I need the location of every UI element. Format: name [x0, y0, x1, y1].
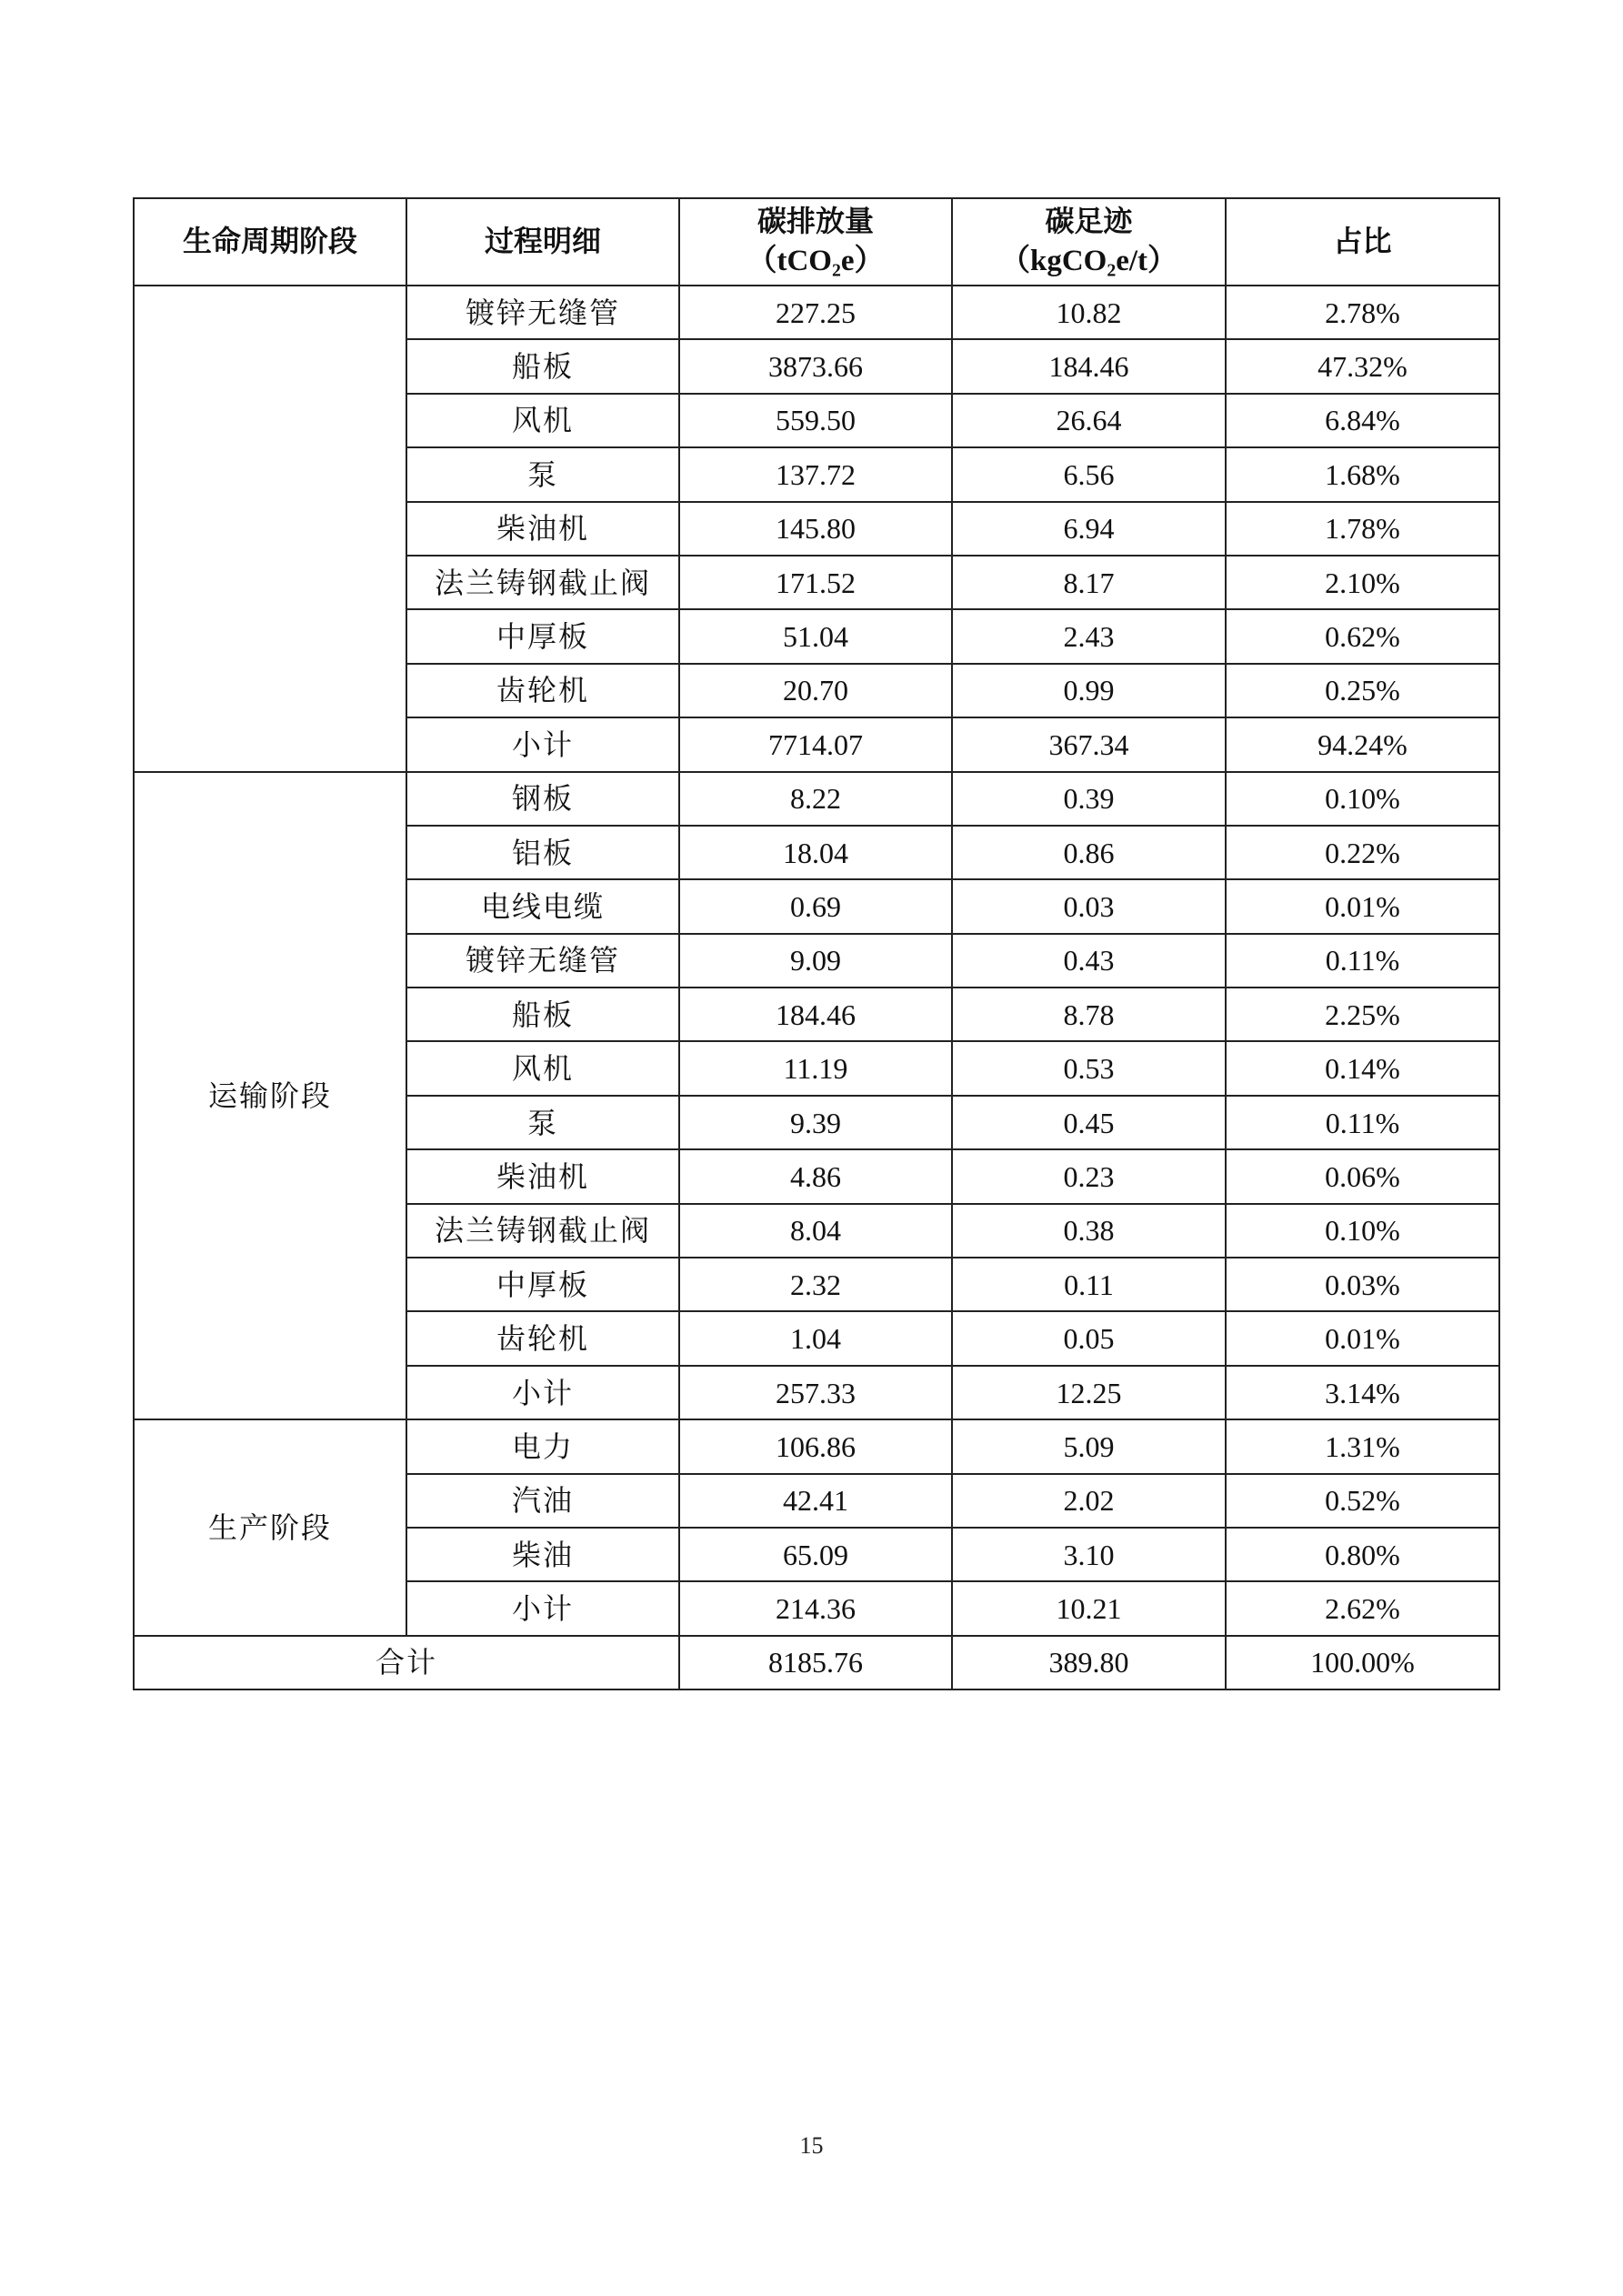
- footprint-cell: 0.45: [952, 1096, 1226, 1149]
- footprint-cell: 0.99: [952, 664, 1226, 717]
- process-cell: 镀锌无缝管: [406, 934, 679, 988]
- share-cell: 0.10%: [1226, 1204, 1499, 1258]
- process-cell: 齿轮机: [406, 664, 679, 717]
- footprint-cell: 0.39: [952, 772, 1226, 826]
- process-cell: 电线电缆: [406, 879, 679, 933]
- footprint-cell: 2.43: [952, 609, 1226, 663]
- total-label: 合计: [134, 1636, 679, 1689]
- header-process: 过程明细: [406, 198, 679, 286]
- table-footer: [134, 1636, 1499, 1689]
- emissions-cell: 1.04: [679, 1311, 952, 1365]
- share-cell: 1.68%: [1226, 447, 1499, 501]
- share-cell: 2.25%: [1226, 988, 1499, 1041]
- emissions-cell: 257.33: [679, 1366, 952, 1419]
- header-row: [134, 198, 1499, 286]
- footprint-cell: 0.53: [952, 1041, 1226, 1095]
- emissions-cell: 18.04: [679, 826, 952, 879]
- total-footprint: 389.80: [952, 1636, 1226, 1689]
- process-cell: 汽油: [406, 1474, 679, 1528]
- process-cell: 柴油机: [406, 1149, 679, 1203]
- header-footprint-label: 碳足迹: [1045, 204, 1133, 239]
- emissions-cell: 559.50: [679, 394, 952, 447]
- share-cell: 0.80%: [1226, 1528, 1499, 1581]
- share-cell: 1.78%: [1226, 502, 1499, 556]
- total-row: [134, 1636, 1499, 1689]
- table-row: [134, 286, 1499, 339]
- share-cell: 6.84%: [1226, 394, 1499, 447]
- header-emissions-label: 碳排放量: [756, 204, 874, 239]
- emissions-cell: 8.22: [679, 772, 952, 826]
- emissions-cell: 51.04: [679, 609, 952, 663]
- process-cell: 中厚板: [406, 609, 679, 663]
- footprint-cell: 0.23: [952, 1149, 1226, 1203]
- process-cell: 泵: [406, 1096, 679, 1149]
- share-cell: 0.11%: [1226, 1096, 1499, 1149]
- footprint-cell: 8.78: [952, 988, 1226, 1041]
- process-cell: 柴油: [406, 1528, 679, 1581]
- share-cell: 0.11%: [1226, 934, 1499, 988]
- header-emissions: [679, 198, 952, 286]
- process-cell: 船板: [406, 988, 679, 1041]
- process-cell: 钢板: [406, 772, 679, 826]
- footprint-cell: 8.17: [952, 556, 1226, 609]
- stage-cell: 生产阶段: [134, 1419, 406, 1636]
- footprint-cell: 10.21: [952, 1581, 1226, 1635]
- emissions-cell: 8.04: [679, 1204, 952, 1258]
- share-cell: 0.01%: [1226, 1311, 1499, 1365]
- emissions-cell: 9.09: [679, 934, 952, 988]
- stage-cell: 运输阶段: [134, 772, 406, 1420]
- process-cell: 中厚板: [406, 1258, 679, 1311]
- footprint-cell: 12.25: [952, 1366, 1226, 1419]
- footprint-cell: 367.34: [952, 717, 1226, 771]
- process-cell: 泵: [406, 447, 679, 501]
- header-stage: 生命周期阶段: [134, 198, 406, 286]
- share-cell: 0.62%: [1226, 609, 1499, 663]
- emissions-cell: 2.32: [679, 1258, 952, 1311]
- footprint-cell: 5.09: [952, 1419, 1226, 1473]
- share-cell: 0.52%: [1226, 1474, 1499, 1528]
- header-footprint-unit: （kgCO₂e/t）: [999, 245, 1178, 278]
- share-cell: 0.06%: [1226, 1149, 1499, 1203]
- process-cell: 电力: [406, 1419, 679, 1473]
- footprint-cell: 0.86: [952, 826, 1226, 879]
- emissions-cell: 3873.66: [679, 339, 952, 393]
- header-emissions-unit: （tCO₂e）: [746, 245, 885, 278]
- total-emissions: 8185.76: [679, 1636, 952, 1689]
- table-body: [134, 286, 1499, 1636]
- process-cell: 齿轮机: [406, 1311, 679, 1365]
- share-cell: 2.10%: [1226, 556, 1499, 609]
- footprint-cell: 0.03: [952, 879, 1226, 933]
- process-cell: 法兰铸钢截止阀: [406, 1204, 679, 1258]
- footprint-cell: 0.11: [952, 1258, 1226, 1311]
- footprint-cell: 2.02: [952, 1474, 1226, 1528]
- process-cell: 柴油机: [406, 502, 679, 556]
- page-number: 15: [799, 2132, 824, 2159]
- emissions-cell: 7714.07: [679, 717, 952, 771]
- emissions-cell: 106.86: [679, 1419, 952, 1473]
- header-share: 占比: [1226, 198, 1499, 286]
- emissions-cell: 4.86: [679, 1149, 952, 1203]
- process-cell: 小计: [406, 717, 679, 771]
- footprint-cell: 26.64: [952, 394, 1226, 447]
- process-cell: 船板: [406, 339, 679, 393]
- footprint-cell: 0.38: [952, 1204, 1226, 1258]
- footprint-cell: 3.10: [952, 1528, 1226, 1581]
- share-cell: 3.14%: [1226, 1366, 1499, 1419]
- share-cell: 47.32%: [1226, 339, 1499, 393]
- footprint-cell: 184.46: [952, 339, 1226, 393]
- emissions-cell: 11.19: [679, 1041, 952, 1095]
- share-cell: 0.01%: [1226, 879, 1499, 933]
- footprint-cell: 6.56: [952, 447, 1226, 501]
- share-cell: 1.31%: [1226, 1419, 1499, 1473]
- process-cell: 小计: [406, 1581, 679, 1635]
- share-cell: 0.25%: [1226, 664, 1499, 717]
- share-cell: 0.14%: [1226, 1041, 1499, 1095]
- emissions-cell: 42.41: [679, 1474, 952, 1528]
- process-cell: 镀锌无缝管: [406, 286, 679, 339]
- table-header: [134, 198, 1499, 286]
- footprint-cell: 0.05: [952, 1311, 1226, 1365]
- emissions-cell: 137.72: [679, 447, 952, 501]
- share-cell: 0.22%: [1226, 826, 1499, 879]
- emissions-cell: 214.36: [679, 1581, 952, 1635]
- process-cell: 法兰铸钢截止阀: [406, 556, 679, 609]
- total-share: 100.00%: [1226, 1636, 1499, 1689]
- emissions-cell: 9.39: [679, 1096, 952, 1149]
- share-cell: 2.62%: [1226, 1581, 1499, 1635]
- share-cell: 0.10%: [1226, 772, 1499, 826]
- emissions-cell: 184.46: [679, 988, 952, 1041]
- table-row: [134, 772, 1499, 826]
- share-cell: 2.78%: [1226, 286, 1499, 339]
- emissions-cell: 0.69: [679, 879, 952, 933]
- carbon-footprint-table: [133, 197, 1500, 1690]
- process-cell: 铝板: [406, 826, 679, 879]
- header-footprint: [952, 198, 1226, 286]
- footprint-cell: 0.43: [952, 934, 1226, 988]
- emissions-cell: 20.70: [679, 664, 952, 717]
- stage-cell: [134, 286, 406, 772]
- table-row: [134, 1419, 1499, 1473]
- share-cell: 94.24%: [1226, 717, 1499, 771]
- emissions-cell: 145.80: [679, 502, 952, 556]
- footprint-cell: 10.82: [952, 286, 1226, 339]
- share-cell: 0.03%: [1226, 1258, 1499, 1311]
- process-cell: 风机: [406, 394, 679, 447]
- emissions-cell: 65.09: [679, 1528, 952, 1581]
- process-cell: 风机: [406, 1041, 679, 1095]
- footprint-cell: 6.94: [952, 502, 1226, 556]
- emissions-cell: 227.25: [679, 286, 952, 339]
- emissions-cell: 171.52: [679, 556, 952, 609]
- process-cell: 小计: [406, 1366, 679, 1419]
